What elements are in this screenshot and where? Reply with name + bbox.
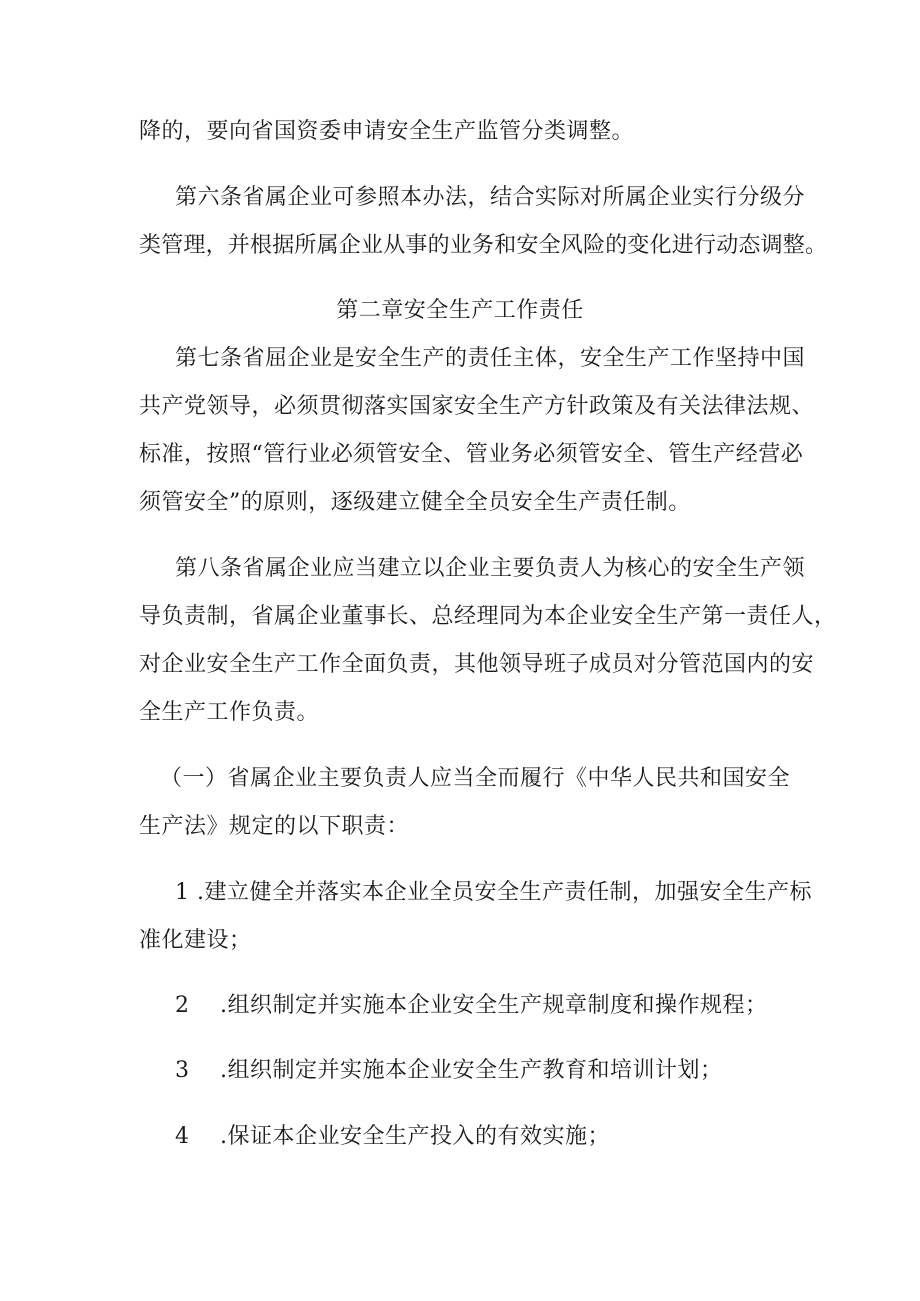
chapter-title: 第二章安全生产工作责任 xyxy=(336,298,584,323)
article-6-line-1: 第六条省属企业可参照本办法，结合实际对所属企业实行分级分 xyxy=(175,185,806,210)
subsection-1-line-1: （一）省属企业主要负责人应当全而履行《中华人民共和国安全 xyxy=(160,766,791,791)
article-8-line-1: 第八条省属企业应当建立以企业主要负责人为核心的安全生产领 xyxy=(175,556,806,581)
article-7-line-2: 共产党领导，必须贯彻落实国家安全生产方针政策及有关法律法规、 xyxy=(139,394,815,419)
article-7-line-4: 须管安全”的原则，逐级建立健全全员安全生产责任制。 xyxy=(139,490,691,515)
item-3-text: .组织制定并实施本企业安全生产教育和培训计划； xyxy=(220,1058,723,1083)
subsection-1-line-2: 生产法》规定的以下职责： xyxy=(139,814,410,839)
item-1-line-1: 1 .建立健全并落实本企业全员安全生产责任制，加强安全生产标 xyxy=(175,880,812,905)
article-8-line-2: 导负责制，省属企业董事长、总经理同为本企业安全生产第一责任人， xyxy=(139,604,837,629)
item-2-text: .组织制定并实施本企业安全生产规章制度和操作规程； xyxy=(220,993,768,1018)
article-7-line-1: 第七条省屈企业是安全生产的责任主体，安全生产工作坚持中国 xyxy=(175,346,806,371)
item-2-number: 2 xyxy=(175,993,189,1018)
article-6-line-2: 类管理，并根据所属企业从事的业务和安全风险的变化进行动态调整。 xyxy=(139,233,828,258)
article-7-line-3: 标准，按照“管行业必须管安全、管业务必须管安全、管生产经营必 xyxy=(139,442,804,467)
item-3-number: 3 xyxy=(175,1058,189,1083)
item-4-text: .保证本企业安全生产投入的有效实施； xyxy=(220,1124,610,1149)
paragraph-line: 降的，要向省国资委申请安全生产监管分类调整。 xyxy=(139,119,635,144)
item-4-number: 4 xyxy=(175,1124,189,1149)
item-1-line-2: 准化建设； xyxy=(139,928,252,953)
article-8-line-3: 对企业安全生产工作全面负责，其他领导班子成员对分管范国内的安 xyxy=(139,652,815,677)
article-8-line-4: 全生产工作负责。 xyxy=(139,700,320,725)
